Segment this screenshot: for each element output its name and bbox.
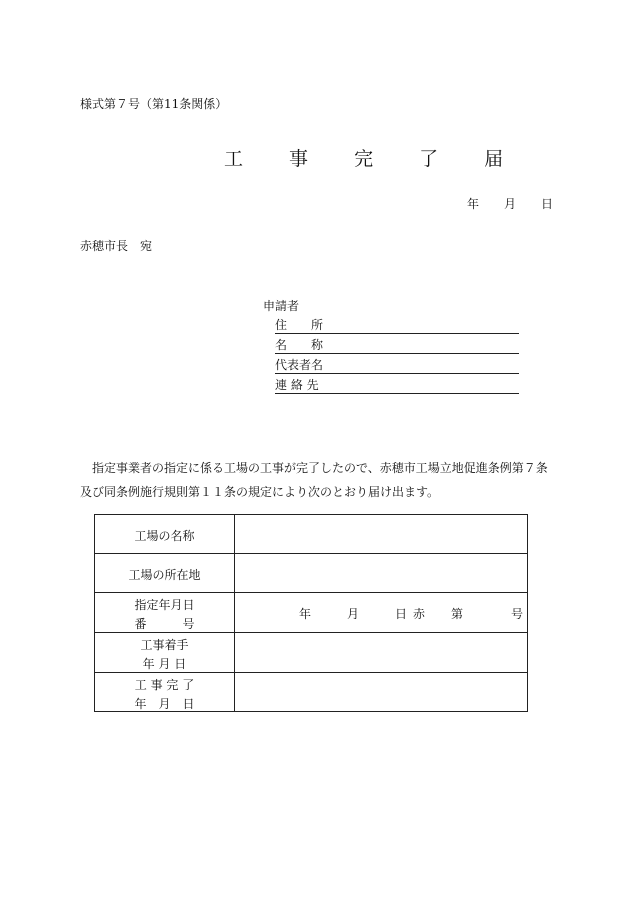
date-year-label: 年 bbox=[467, 197, 480, 211]
label-cell bbox=[95, 593, 235, 632]
construction-start-date-label: 年 月 日 bbox=[142, 657, 187, 671]
name-label: 名 称 bbox=[275, 338, 324, 352]
table-row bbox=[95, 515, 527, 554]
document-title: 工 事 完 了 届 bbox=[224, 148, 524, 170]
label-cell bbox=[95, 673, 235, 711]
construction-complete-date-label: 年 月 日 bbox=[134, 697, 195, 711]
designation-dai: 第 bbox=[451, 607, 464, 621]
label-cell bbox=[95, 515, 235, 553]
table-row bbox=[95, 673, 527, 711]
details-table bbox=[94, 514, 528, 712]
address-label: 住 所 bbox=[275, 318, 324, 332]
designation-date-label: 指定年月日 bbox=[134, 598, 195, 612]
applicant-label: 申請者 bbox=[263, 299, 300, 313]
body-paragraph: 指定事業者の指定に係る工場の工事が完了したので、赤穂市工場立地促進条例第７条及び同条例施行規則第１１条の規定により次のとおり届け出ます。 bbox=[80, 461, 548, 499]
designation-day: 日 bbox=[395, 607, 408, 621]
table-row bbox=[95, 633, 527, 673]
designation-ako: 赤 bbox=[413, 607, 426, 621]
table-row bbox=[95, 554, 527, 593]
label-cell bbox=[95, 633, 235, 672]
designation-number-label: 番 号 bbox=[134, 617, 195, 631]
factory-location-label: 工場の所在地 bbox=[128, 568, 201, 582]
name-field[interactable] bbox=[275, 336, 519, 354]
addressee: 赤穂市長 宛 bbox=[80, 239, 153, 253]
contact-label: 連 絡 先 bbox=[275, 378, 319, 392]
representative-label: 代表者名 bbox=[275, 358, 324, 372]
form-number: 様式第７号（第11条関係） bbox=[80, 97, 228, 111]
designation-go: 号 bbox=[511, 607, 524, 621]
designation-month: 月 bbox=[347, 607, 360, 621]
construction-complete-label: 工 事 完 了 bbox=[134, 678, 195, 692]
date-month-label: 月 bbox=[504, 197, 517, 211]
contact-field[interactable] bbox=[275, 376, 519, 394]
representative-field[interactable] bbox=[275, 356, 519, 374]
factory-name-label: 工場の名称 bbox=[134, 529, 195, 543]
designation-year: 年 bbox=[299, 607, 312, 621]
label-cell bbox=[95, 554, 235, 592]
construction-start-label: 工事着手 bbox=[140, 638, 189, 652]
date-day-label: 日 bbox=[541, 197, 554, 211]
address-field[interactable] bbox=[275, 316, 519, 334]
table-row bbox=[95, 593, 527, 633]
